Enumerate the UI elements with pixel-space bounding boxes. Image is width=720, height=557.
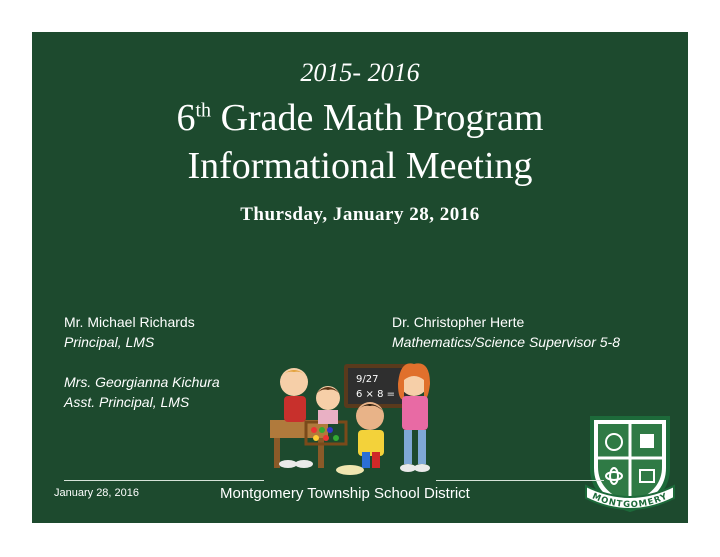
presenter-role: Asst. Principal, LMS [64,394,190,410]
chalkboard-line: 9/27 [356,374,379,385]
presenter-role: Principal, LMS [64,334,155,350]
presenter-name: Mrs. Georgianna Kichura [64,374,220,390]
montgomery-emblem-logo [582,412,678,516]
school-year: 2015- 2016 [300,58,420,87]
emblem-text: MONTGOMERY [590,491,670,511]
meeting-date: Thursday, January 28, 2016 [240,204,480,225]
footer-district: Montgomery Township School District [220,485,470,502]
chalkboard-line: 6 × 8 = [356,389,396,400]
title-line-2: Informational Meeting [187,145,533,187]
footer-date: January 28, 2016 [54,487,140,499]
title-line-1: 6th Grade Math Program [176,97,544,139]
footer-rule-left [64,480,264,481]
kids-chalkboard-illustration [264,360,444,478]
presenter-role: Mathematics/Science Supervisor 5-8 [392,334,620,350]
presenter-name: Mr. Michael Richards [64,314,195,330]
footer-rule-right [436,480,604,481]
presenter-name: Dr. Christopher Herte [392,314,525,330]
